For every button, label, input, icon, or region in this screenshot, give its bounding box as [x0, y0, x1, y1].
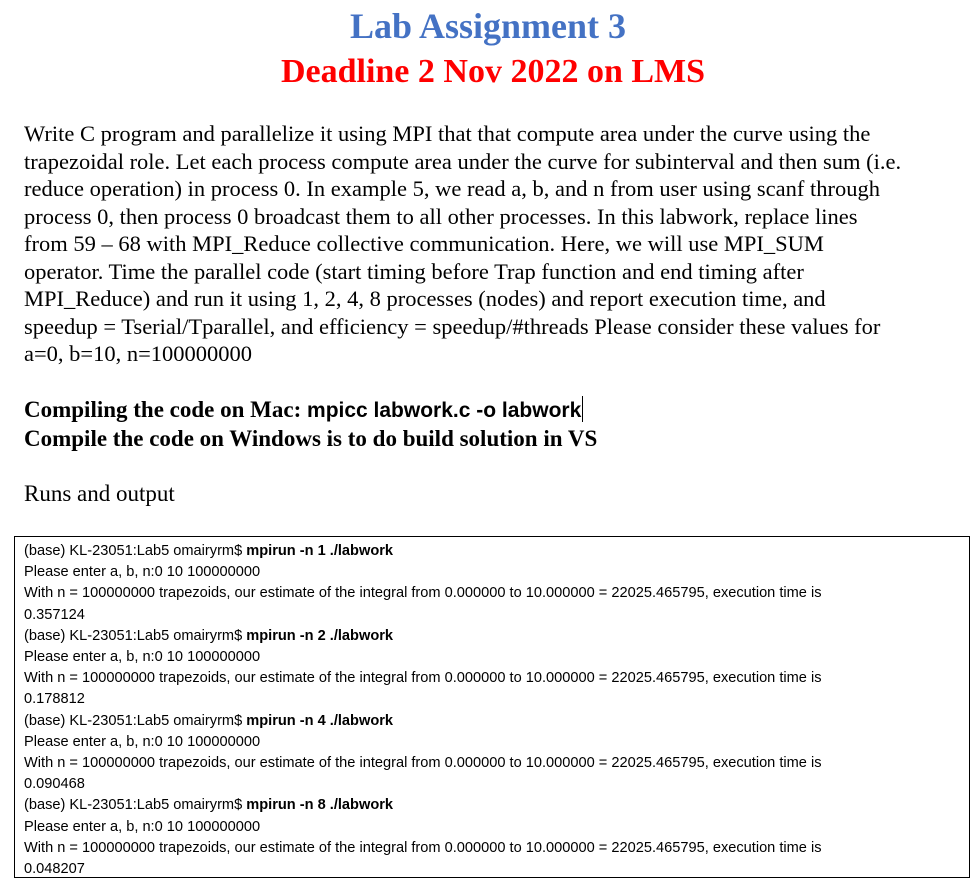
- compile-windows-line: Compile the code on Windows is to do build solution in VS: [24, 426, 598, 451]
- run-command: mpirun -n 8 ./labwork: [246, 797, 394, 814]
- prompt-text: (base) KL-23051:Lab5 omairyrm$: [24, 543, 247, 559]
- input-line: Please enter a, b, n:0 10 100000000: [24, 818, 261, 835]
- result-line: With n = 100000000 trapezoids, our estimate of the integral from 0.000000 to 10.000000 = 22025.465795, execution time is: [24, 585, 822, 602]
- run-command: mpirun -n 2 ./labwork: [246, 627, 394, 644]
- input-line: Please enter a, b, n:0 10 100000000: [24, 649, 261, 666]
- compile-mac-line: [24, 396, 972, 425]
- prompt-line: [24, 626, 969, 647]
- result-line: With n = 100000000 trapezoids, our estimate of the integral from 0.000000 to 10.000000 = 22025.465795, execution time is: [24, 755, 822, 772]
- input-line: Please enter a, b, n:0 10 100000000: [24, 733, 261, 750]
- compile-mac-label: Compiling the code on Mac:: [24, 397, 308, 422]
- execution-time: 0.357124: [24, 606, 85, 623]
- prompt-text: (base) KL-23051:Lab5 omairyrm$: [24, 627, 247, 644]
- result-line: With n = 100000000 trapezoids, our estimate of the integral from 0.000000 to 10.000000 = 22025.465795, execution time is: [24, 670, 822, 687]
- result-line: With n = 100000000 trapezoids, our estimate of the integral from 0.000000 to 10.000000 = 22025.465795, execution time is: [24, 839, 822, 856]
- execution-time: 0.048207: [24, 861, 85, 878]
- page-title: Lab Assignment 3: [349, 6, 627, 46]
- input-line: Please enter a, b, n:0 10 100000000: [24, 564, 261, 581]
- compile-instructions: [24, 396, 972, 453]
- prompt-line: [24, 795, 969, 816]
- execution-time: 0.178812: [24, 691, 85, 708]
- run-command: mpirun -n 4 ./labwork: [246, 712, 394, 729]
- prompt-text: (base) KL-23051:Lab5 omairyrm$: [24, 797, 247, 814]
- assignment-description: Write C program and parallelize it using MPI that that compute area under the curve using the trapezoidal role. Let each process compute area under the curve for subinterval and then sum (i.e. reduce operation) in process 0. In example 5, we read a, b, and n from user using scanf through process 0, then process 0 broadcast them to all other processes. In this labwork, replace lines from 59 – 68 with MPI_Reduce collective communication. Here, we will use MPI_SUM operator. Time the parallel code (start timing before Trap function and end timing after MPI_Reduce) and run it using 1, 2, 4, 8 processes (nodes) and report execution time, and speedup = Tserial/Tparallel, and efficiency = speedup/#threads Please consider these values for a=0, b=10, n=100000000: [24, 121, 902, 366]
- runs-heading: Runs and output: [24, 481, 175, 506]
- run-command: mpirun -n 1 ./labwork: [246, 543, 394, 559]
- compile-mac-command: mpicc labwork.c -o labwork: [307, 399, 582, 422]
- prompt-text: (base) KL-23051:Lab5 omairyrm$: [24, 712, 247, 729]
- text-cursor: [582, 396, 583, 422]
- execution-time: 0.090468: [24, 776, 85, 793]
- prompt-line: [24, 711, 969, 732]
- deadline-heading: Deadline 2 Nov 2022 on LMS: [280, 53, 706, 90]
- terminal-output-box: [14, 536, 970, 878]
- prompt-line: [24, 541, 969, 562]
